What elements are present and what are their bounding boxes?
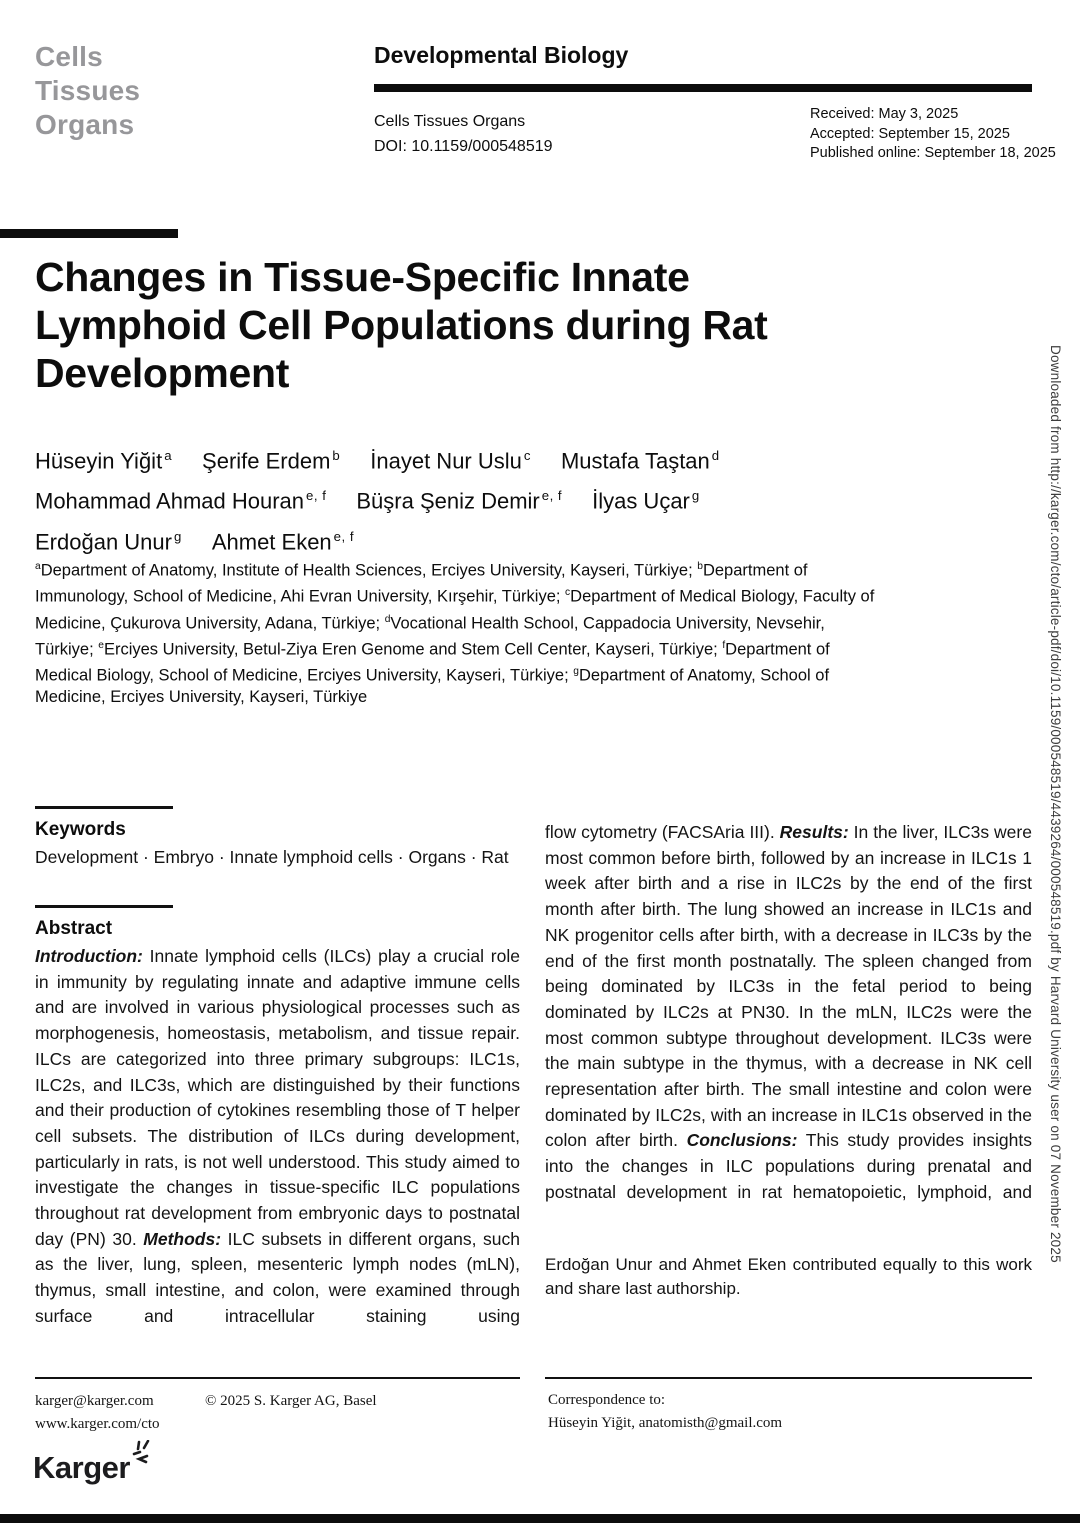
section-title: Developmental Biology xyxy=(374,42,629,68)
karger-spark-icon xyxy=(131,1440,157,1466)
published-date: Published online: September 18, 2025 xyxy=(810,145,1056,161)
journal-meta xyxy=(374,109,553,159)
footer-rule-right xyxy=(545,1377,1032,1379)
download-watermark: Downloaded from http://karger.com/cto/article-pdf/doi/10.1159/000548519/4439264/000548519.pdf by Harvard University user on 07 November 2025 xyxy=(1048,345,1063,1263)
abstract-paragraph-left: Introduction: Innate lymphoid cells (ILCs) play a crucial role in immunity by regulating innate and adaptive immune cells and are involved in various physiological processes such as morphogenesis, homeostasis, metabolism, and tissue repair. ILCs are categorized into three primary subgroups: ILC1s, ILC2s, and ILC3s, which are distinguished by their functions and their production of cytokines resembling those of T helper cell subsets. The distribution of ILCs during development, particularly in rats, is not well understood. This study aimed to investigate the changes in tissue-specific ILC populations throughout rat development from embryonic days to postnatal day (PN) 30. Methods: ILC subsets in different organs, such as the liver, lung, spleen, mesenteric lymph nodes (mLN), thymus, small intestine, and colon, were examined through surface and intracellular staining using xyxy=(35,946,520,1326)
page-bottom-bar xyxy=(0,1514,1080,1523)
correspondence-label: Correspondence to: xyxy=(548,1392,666,1408)
accepted-date: Accepted: September 15, 2025 xyxy=(810,125,1010,142)
article-dates xyxy=(810,105,1056,164)
journal-doi[interactable]: DOI: 10.1159/000548519 xyxy=(374,138,553,155)
author-list: Hüseyin Yiğit $^a$ Şerife Erdem $^b$ İnayet Nur Uslu $^c$ Mustafa Taştan $^d$ Mohammad Ahmad Houran $^{e, f}$ Büşra Şeniz Demir $^{e, f}$ İlyas Uçar $^g$ Erdoğan Unur $^g$ Ahmet Eken $^{e, f}$ xyxy=(35,448,720,554)
logo-line-cells: Cells xyxy=(35,41,103,72)
contribution-note: Erdoğan Unur and Ahmet Eken contributed equally to this work and share last authorship. xyxy=(545,1254,1032,1298)
header-rule xyxy=(374,84,1032,92)
received-date: Received: May 3, 2025 xyxy=(810,106,959,122)
keywords-rule xyxy=(35,806,173,809)
logo-line-organs: Organs xyxy=(35,109,135,140)
karger-logo xyxy=(33,1450,156,1486)
affiliations: $^a$Department of Anatomy, Institute of Health Sciences, Erciyes University, Kayseri, Türkiye; $^b$Department of Immunology, School of Medicine, Ahi Evran University, Kırşehir, Türkiye; $^c$Department of Medical Biology, Faculty of Medicine, Çukurova University, Adana, Türkiye; $^d$Vocational Health School, Cappadocia University, Nevsehir, Türkiye; $^e$Erciyes University, Betul-Ziya Eren Genome and Stem Cell Center, Kayseri, Türkiye; $^f$Department of Medical Biology, School of Medicine, Erciyes University, Kayseri, Türkiye; $^g$Department of Anatomy, School of Medicine, Erciyes University, Kayseri, Türkiye xyxy=(35,561,875,707)
journal-logo xyxy=(35,40,140,142)
article-title: Changes in Tissue-Specific Innate Lymphoid Cell Populations during Rat Development xyxy=(35,254,768,396)
publisher-contact xyxy=(35,1390,160,1436)
keywords-heading: Keywords xyxy=(35,819,126,840)
karger-wordmark: Karger xyxy=(33,1450,130,1485)
abstract-columns xyxy=(35,806,1032,1330)
publisher-website[interactable]: www.karger.com/cto xyxy=(35,1416,160,1432)
publisher-email[interactable]: karger@karger.com xyxy=(35,1393,154,1409)
title-accent-bar xyxy=(0,229,178,238)
copyright-notice: © 2025 S. Karger AG, Basel xyxy=(205,1393,377,1409)
correspondence-block xyxy=(548,1389,782,1435)
keywords-text: Development · Embryo · Innate lymphoid cells · Organs · Rat xyxy=(35,847,509,867)
right-column xyxy=(545,806,1032,1330)
abstract-heading: Abstract xyxy=(35,918,113,939)
correspondence-value[interactable]: Hüseyin Yiğit, anatomisth@gmail.com xyxy=(548,1415,783,1431)
left-column xyxy=(35,806,520,1330)
footer-rule-left xyxy=(35,1377,520,1379)
journal-name: Cells Tissues Organs xyxy=(374,113,526,130)
abstract-rule xyxy=(35,905,173,908)
abstract-paragraph-right: flow cytometry (FACSAria III). Results: In the liver, ILC3s were most common before birth, followed by an increase in ILC1s 1 week after birth and a rise in ILC2s by the end of the first month after birth. The lung showed an increase in ILC1s and NK progenitor cells after birth, with a decrease in ILC3s by the end of the first month postnatally. The spleen changed from being dominated by ILC3s in the fetal period to being dominated by ILC2s at PN30. In the mLN, ILC2s were the most common subtype throughout development. ILC3s were the main subtype in the thymus, with a decrease in NK cell representation after birth. The small intestine and colon were dominated by ILC2s, with an increase in ILC1s observed in the colon after birth. Conclusions: This study provides insights into the changes in ILC populations during prenatal and postnatal development in rat hematopoietic, lymphoid, and xyxy=(545,822,1032,1202)
logo-line-tissues: Tissues xyxy=(35,75,141,106)
